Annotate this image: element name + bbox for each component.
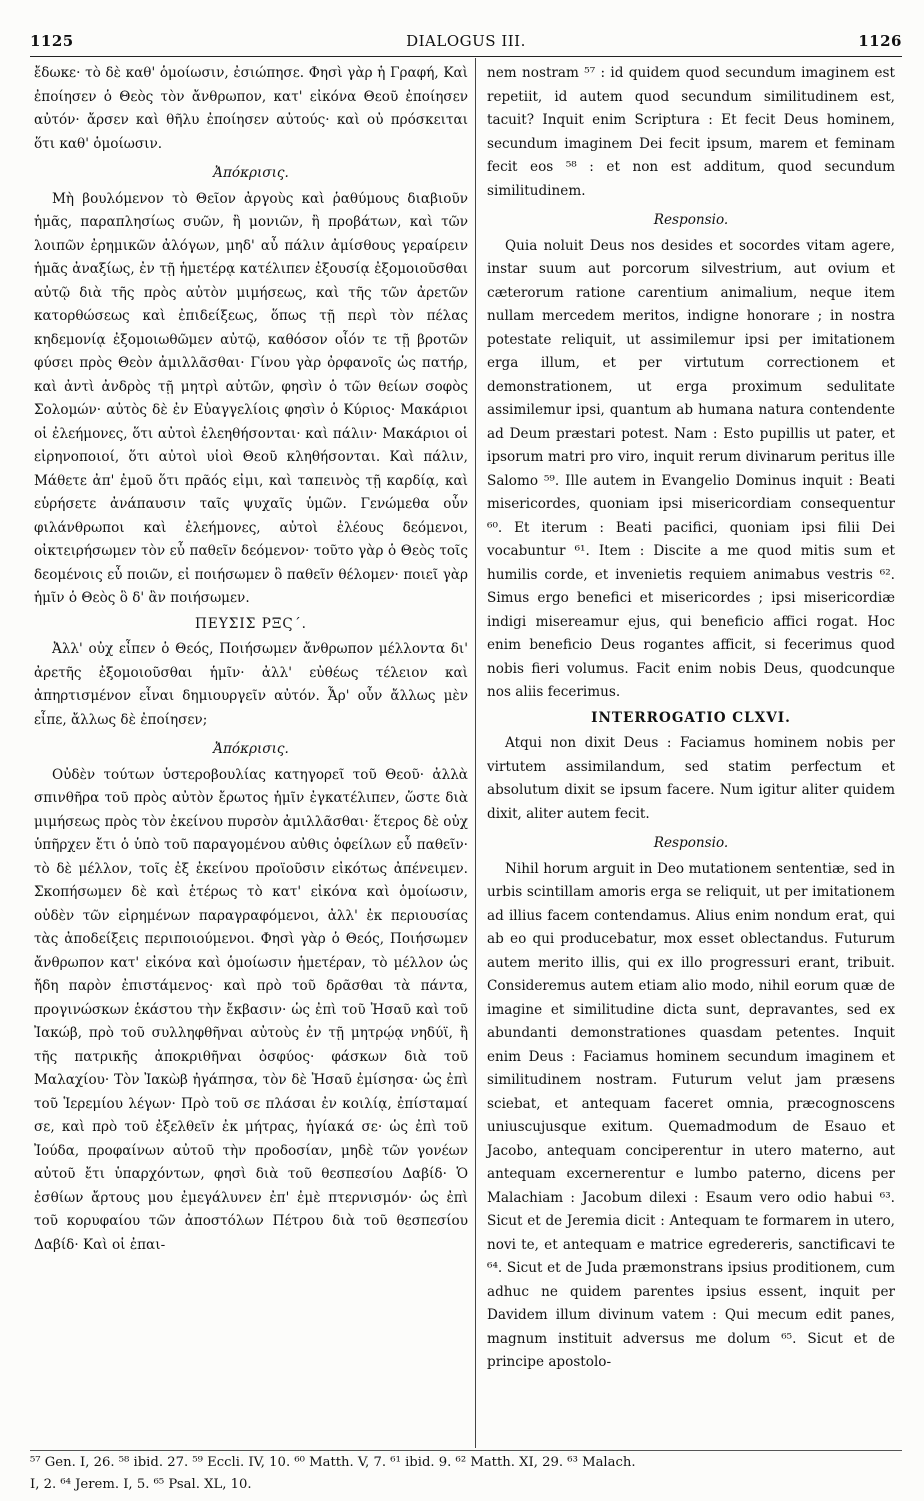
latin-paragraph-2: Quia noluit Deus nos desides et socordes vitam agere, instar suum aut porcorum silvestrium, aut ovium et cæterorum ratione carentium animalium, neque item nullam mercedem meritos, indigne honorare ; in nostra potestate reliquit, ut assimilemur ipsi per imitationem erga illum, et per virtutum correctionem et demonstrationem, ut erga proximum sedulitate assimilemur ipsi, quantum ab humana natura contendente ad Deum præstari potest. Nam : Esto pupillis ut pater, et ipsorum matri pro viro, inquit rerum divinarum peritus ille Salomo ⁵⁹. Ille autem in Evangelio Dominus inquit : Beati misericordes, quoniam ipsi misericordiam consequentur ⁶⁰. Et iterum : Beati pacifici, quoniam ipsi filii Dei vocabuntur ⁶¹. Item : Discite a me quod mitis sum et humilis corde, et invenietis requiem animabus vestris ⁶². Simus ergo benefici et misericordes ; ipsi misericordiæ indigi misereamur ejus, qui beneficio affici rogat. Hoc enim beneficio Deus rogantes afficit, si fecerimus quod nobis fieri volumus. Facit enim nobis Deus, quodcunque nos aliis fecerimus. (487, 237, 895, 700)
latin-paragraph-4: Nihil horum arguit in Deo mutationem sententiæ, sed in urbis scintillam amoris erga se reliquit, ut per imitationem ad illius facem contendamus. Alius enim nondum erat, qui ab eo qui producebatur, mox esset oblectandus. Futurum autem merito illis, qui ex illo progressuri erant, tribuit. Consideremus autem etiam alio modo, nihil eorum quæ de imagine et similitudine dicta sunt, depravantes, sed ex abundanti demonstrationes quasdam petentes. Inquit enim Deus : Faciamus hominem secundum imaginem et similitudinem nostram. Futurum velut jam præsens sciebat, et antequam faceret omnia, præcognoscens uniuscujusque exitum. Quemadmodum de Esauo et Jacobo, antequam conciperentur in utero materno, aut antequam excernerentur e lumbo paterno, dicens per Malachiam : Jacobum dilexi : Esaum vero odio habui ⁶³. Sicut et de Jeremia dicit : Antequam te formarem in utero, novi te, et antequam e matrice egredereris, sanctificavi te ⁶⁴. Sicut et de Juda præmonstrans ipsius proditionem, cum adhuc ne quidem parentes ipsius essent, inquit per Davidem illum divinum vatem : Qui mecum edit panes, magnum instituit adversus me dolum ⁶⁵. Sicut et de principe apostolo- (487, 860, 895, 1370)
footnotes-line-1: ⁵⁷ Gen. I, 26. ⁵⁸ ibid. 27. ⁵⁹ Eccli. IV, 10. ⁶⁰ Matth. V, 7. ⁶¹ ibid. 9. ⁶² Matth. XI, 29. ⁶³ Malach. (30, 1455, 636, 1470)
greek-heading-question: ΠΕΥΣΙΣ ΡΞϚ΄. (195, 615, 307, 632)
footnotes-line-2: I, 2. ⁶⁴ Jerem. I, 5. ⁶⁵ Psal. XL, 10. (30, 1477, 252, 1492)
greek-column (34, 62, 468, 1257)
footnotes-rule (30, 1450, 902, 1451)
greek-heading-response-2: Ἀπόκρισις. (213, 741, 289, 757)
greek-paragraph-2: Μὴ βουλόμενον τὸ Θεῖον ἀργοὺς καὶ ῥαθύμους διαβιοῦν ἡμᾶς, παραπλησίως συῶν, ἢ μονιῶν, ἢ προβάτων, καὶ τῶν λοιπῶν ἐρημικῶν ἀλόγων, μηδ' αὖ πάλιν ἀμίσθους γεραίρειν ἡμᾶς ἀναξίως, ἐν τῇ ἡμετέρᾳ κατέλιπεν ἐξουσίᾳ ἐξομοιοῦσθαι αὐτῷ διὰ τῆς πρὸς αὐτὸν μιμήσεως, καὶ τῆς τῶν ἀρετῶν κατορθώσεως καὶ ἐπιδείξεως, ὅπως τῇ περὶ τὸν πέλας κηδεμονίᾳ ἐξομοιωθῶμεν αὐτῷ, καθόσον οἷόν τε τῇ βροτῶν φύσει πρὸς Θεὸν ἀμιλλᾶσθαι· Γίνου γὰρ ὀρφανοῖς ὡς πατήρ, καὶ ἀντὶ ἀνδρὸς τῇ μητρὶ αὐτῶν, φησὶν ὁ τῶν θείων σοφὸς Σολομών· αὐτὸς δὲ ἐν Εὐαγγελίοις φησὶν ὁ Κύριος· Μακάριοι οἱ ἐλεήμονες, ὅτι αὐτοὶ ἐλεηθήσονται· καὶ πάλιν· Μακάριοι οἱ εἰρηνοποιοί, ὅτι αὐτοὶ υἱοὶ Θεοῦ κληθήσονται. Καὶ πάλιν, Μάθετε ἀπ' ἐμοῦ ὅτι πρᾶός εἰμι, καὶ ταπεινὸς τῇ καρδίᾳ, καὶ εὑρήσετε ἀνάπαυσιν ταῖς ψυχαῖς ὑμῶν. Γενώμεθα οὖν φιλάνθρωποι καὶ ἐλεήμονες, αὐτοὶ ἐλέους δεόμενοι, οἰκτειρήσωμεν τὸν εὖ παθεῖν δεόμενον· τοῦτο γὰρ ὁ Θεὸς τοῖς δεομένοις εὖ ποιῶν, εἰ ποιήσωμεν ὃ παθεῖν θέλομεν· ποιεῖ γὰρ ἡμῖν ὁ Θεὸς ὃ δ' ἂν ποιήσωμεν. (34, 190, 468, 606)
page-header (30, 32, 902, 56)
latin-paragraph-1: nem nostram ⁵⁷ : id quidem quod secundum imaginem est repetiit, id autem quod secundum similitudinem est, tacuit? Inquit enim Scriptura : Et fecit Deus hominem, secundum imaginem Dei fecit ipsum, marem et feminam fecit eos ⁵⁸ : et non est additum, quod secundum similitudinem. (487, 65, 895, 199)
column-divider (475, 58, 476, 1448)
greek-heading-response-1: Ἀπόκρισις. (213, 165, 289, 181)
greek-paragraph-1: ἔδωκε· τὸ δὲ καθ' ὁμοίωσιν, ἐσιώπησε. Φησὶ γὰρ ἡ Γραφή, Καὶ ἐποίησεν ὁ Θεὸς τὸν ἄνθρωπον, κατ' εἰκόνα Θεοῦ ἐποίησεν αὐτόν· ἄρσεν καὶ θῆλυ ἐποίησεν αὐτούς· καὶ οὐ πρόσκειται ὅτι καθ' ὁμοίωσιν. (34, 65, 468, 152)
latin-paragraph-3: Atqui non dixit Deus : Faciamus hominem nobis per virtutem assimilandum, sed statim perfectum et absolutum dixit se ipsum facere. Num igitur aliter quidem dixit, aliter autem fecit. (487, 735, 895, 822)
latin-heading-question: INTERROGATIO CLXVI. (591, 709, 791, 726)
right-page-number: 1126 (858, 32, 902, 50)
latin-heading-response-1: Responsio. (653, 212, 729, 228)
header-rule (30, 56, 902, 57)
greek-paragraph-4: Οὐδὲν τούτων ὑστεροβουλίας κατηγορεῖ τοῦ Θεοῦ· ἀλλὰ σπινθῆρα τοῦ πρὸς αὐτὸν ἔρωτος ἡμῖν ἐγκατέλιπεν, ὥστε διὰ μιμήσεως πρὸς τὸν ἐκείνου πυρσὸν ἀμιλλᾶσθαι· ἕτερος δὲ οὐχ ὑπῆρχεν ἔτι ὁ ὑπὸ τοῦ παραγομένου αὐθις ὀφείλων εὖ παθεῖν· τὸ δὲ μέλλον, τοῖς ἐξ ἐκείνου προϊοῦσιν εἰκότως ἀπένειμεν. Σκοπήσωμεν δὲ καὶ ἑτέρως τὸ κατ' εἰκόνα καὶ ὁμοίωσιν, οὐδὲν τῶν εἰρημένων παραγραφόμενοι, ἀλλ' ἐκ περιουσίας τὰς ἀποδείξεις περιποιούμενοι. Φησὶ γὰρ ὁ Θεός, Ποιήσωμεν ἄνθρωπον κατ' εἰκόνα καὶ ὁμοίωσιν ἡμετέραν, τὸ μέλλον ὡς ἤδη παρὸν ἐπιστάμενος· καὶ πρὸ τοῦ δρᾶσθαι τὰ πάντα, προγινώσκων ἑκάστου τὴν ἔκβασιν· ὡς ἐπὶ τοῦ Ἠσαῦ καὶ τοῦ Ἰακώβ, πρὸ τοῦ συλληφθῆναι αὐτοὺς ἐν τῇ μητρῴᾳ νηδύϊ, ἢ τῆς πατρικῆς ἀποκριθῆναι ὀσφύος· φάσκων διὰ τοῦ Μαλαχίου· Τὸν Ἰακὼβ ἠγάπησα, τὸν δὲ Ἠσαῦ ἐμίσησα· ὡς ἐπὶ τοῦ Ἱερεμίου λέγων· Πρὸ τοῦ σε πλάσαι ἐν κοιλίᾳ, ἐπίσταμαί σε, καὶ πρὸ τοῦ ἐξελθεῖν ἐκ μήτρας, ἡγίακά σε· ὡς ἐπὶ τοῦ Ἰούδα, προφαίνων αὐτοῦ τὴν προδοσίαν, μηδὲ τῶν γονέων αὐτοῦ ἔτι ὑπαρχόντων, φησὶ διὰ τοῦ θεσπεσίου Δαβίδ· Ὁ ἐσθίων ἄρτους μου ἐμεγάλυνεν ἐπ' ἐμὲ πτερνισμόν· ὡς ἐπὶ τοῦ κορυφαίου τῶν ἀποστόλων Πέτρου διὰ τοῦ θεσπεσίου Δαβίδ· Καὶ οἱ ἐπαι- (34, 766, 468, 1253)
latin-heading-response-2: Responsio. (653, 835, 729, 851)
latin-column (487, 62, 895, 1375)
footnotes (30, 1452, 902, 1496)
greek-paragraph-3: Ἀλλ' οὐχ εἶπεν ὁ Θεός, Ποιήσωμεν ἄνθρωπον μέλλοντα δι' ἀρετῆς ἐξομοιοῦσθαι ἡμῖν· ἀλλ' εὐθέως τέλειον καὶ ἀπηρτισμένον εἶναι δημιουργεῖν αὐτόν. Ἆρ' οὖν ἄλλως μὲν εἶπε, ἄλλως δὲ ἐποίησεν; (34, 641, 468, 728)
running-title: DIALOGUS III. (406, 32, 526, 50)
left-page-number: 1125 (30, 32, 74, 50)
